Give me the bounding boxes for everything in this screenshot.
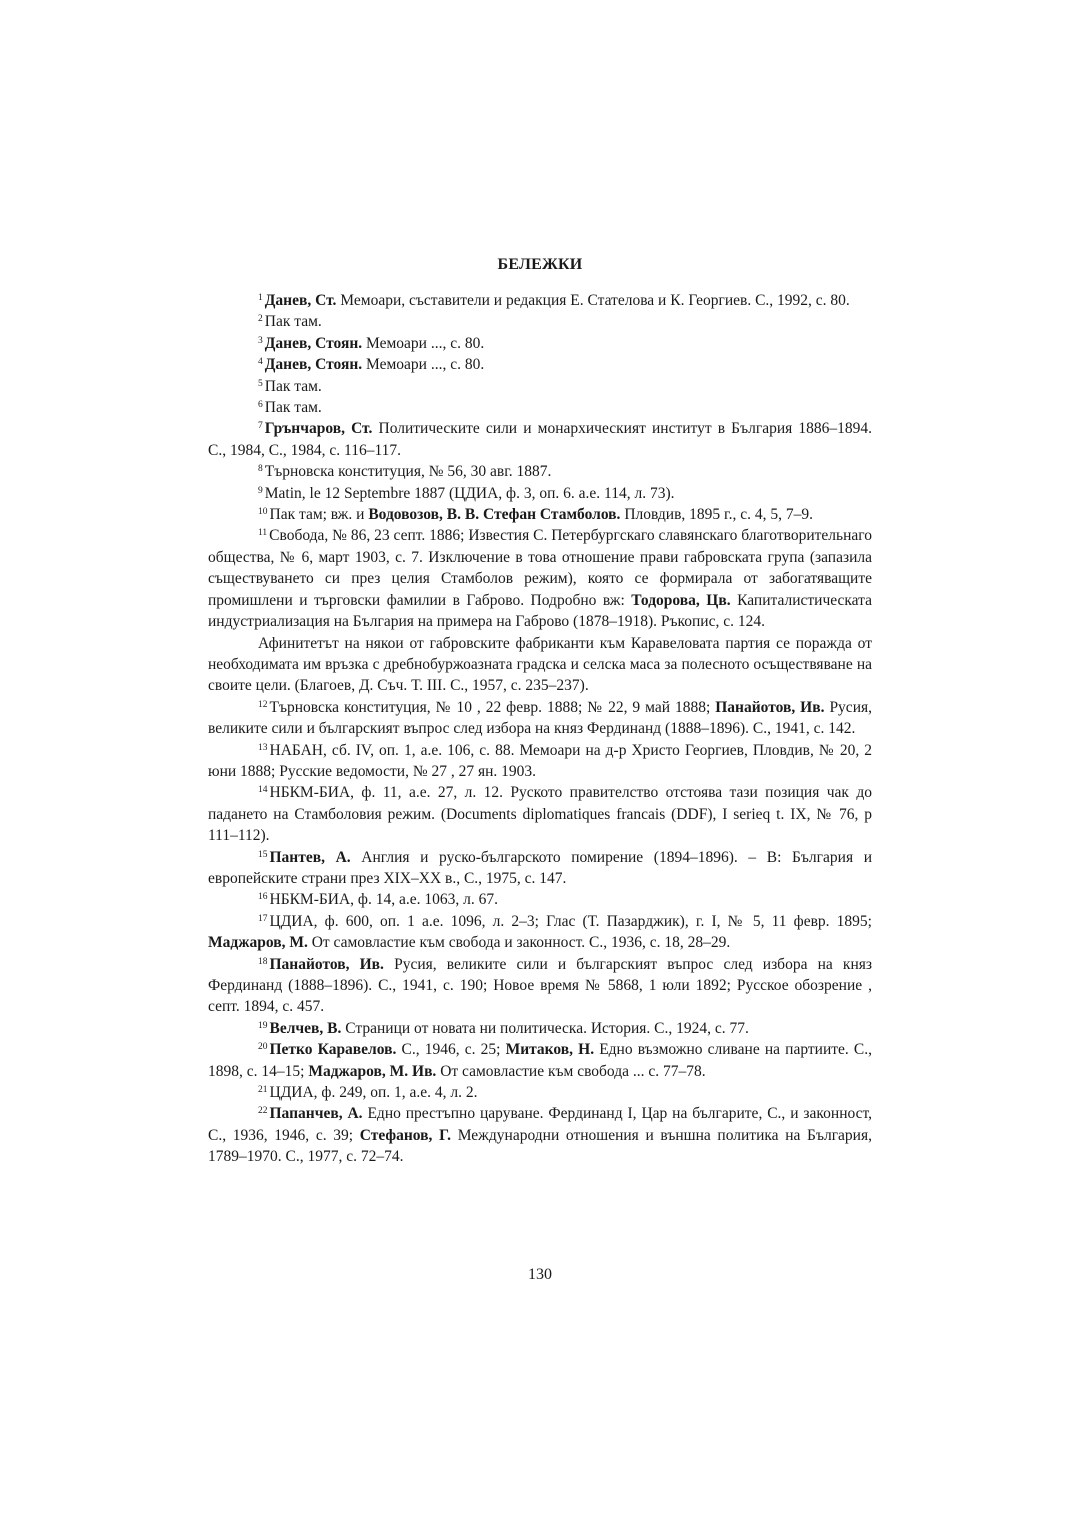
footnote-text: Капиталистическата индустриализация на България на примера на Габрово (1878–1918). Ръкопис, с. 124. [208,591,873,631]
footnote-text: Matin, le 12 Septembre 1887 (ЦДИА, ф. 3, оп. 6. а.е. 114, л. 73). [264,484,675,502]
footnote-number: 20 [258,1042,268,1053]
footnote-author: Данев, Ст. [264,292,337,309]
footnote-14 [208,782,872,846]
footnote-5 [208,376,872,397]
footnote-text: Международни отношения и външна политика на България, 1789–1970. С., 1977, с. 72–74. [208,1126,872,1166]
footnote-author: Данев, Стоян. [264,356,363,374]
footnote-text: Едно възможно сливане на партиите. С., 1898, с. 14–15; [208,1041,872,1080]
footnote-text: С., 1946, с. 25; [396,1041,506,1059]
footnote-4 [208,354,872,375]
footnote-author: Данев, Стоян. [264,334,363,352]
footnote-number: 3 [258,335,263,346]
notes-list [208,290,872,1168]
footnote-21 [208,1082,872,1103]
footnote-10 [208,504,872,525]
footnote-text: Мемоари ..., с. 80. [362,356,485,374]
footnote-12 [208,697,872,740]
footnote-number: 12 [258,699,268,710]
footnote-number: 2 [258,314,263,325]
footnote-author: Маджаров, М. Ив. [308,1062,437,1080]
footnote-22 [208,1103,872,1167]
footnote-text: Пак там. [264,377,322,395]
footnote-author: Пантев, А. [269,848,351,866]
footnote-text: Пловдив, 1895 г., с. 4, 5, 7–9. [620,506,814,524]
footnote-16 [208,889,872,910]
footnote-text: Пак там; вж. и [269,506,369,524]
footnote-number: 22 [258,1106,268,1117]
footnote-author: Грънчаров, Ст. [264,420,373,438]
footnote-author: Велчев, В. [269,1019,342,1037]
footnote-text: От самовластие към свобода ... с. 77–78. [436,1062,706,1080]
footnote-2 [208,311,872,332]
footnote-text: Пак там. [264,313,322,331]
footnote-text: НБКМ-БИА, ф. 11, а.е. 27, л. 12. Руското правителство отстоява тази позиция чак до падането на Стамболовия режим. (Documents diplomatiques francais (DDF), I serieq t. IX, № 76, р 111–112). [208,784,872,845]
footnote-text: От самовластие към свобода и законност. С., 1936, с. 18, 28–29. [307,934,731,952]
footnote-19 [208,1018,872,1039]
footnote-number: 14 [258,785,268,796]
footnote-author: Стефанов, Г. [359,1126,452,1144]
footnote-author: Папанчев, А. [269,1105,363,1123]
footnote-author: Петко Каравелов. [269,1041,397,1059]
footnote-3 [208,333,872,354]
footnote-number: 6 [258,400,263,411]
footnote-number: 21 [258,1085,268,1096]
footnote-13 [208,740,872,783]
footnote-number: 4 [258,357,263,368]
footnote-text: Страници от новата ни политическа. История. С., 1924, с. 77. [341,1019,749,1037]
footnote-15 [208,847,872,890]
page-number: 130 [528,1266,552,1283]
footnote-11 [208,525,872,632]
footnote-text: Свобода, № 86, 23 септ. 1886; Известия С. Петербургскаго славянскаго благотворительнаго общества, № 6, март 1903, с. 7. Изключение в това отношение прави габровската група (запазила съществуването си през целия Стамболов режим), която се формирала от забогатяващите промишлени и търговски фамилии в Габрово. Подробно вж: [208,527,872,609]
footnote-text: Мемоари ..., с. 80. [362,334,485,352]
footnote-text: Едно престъпно царуване. Фердинанд I, Цар на българите, С., и законност, С., 1936, 1946, с. 39; [208,1105,872,1144]
footnote-number: 10 [258,507,268,518]
footnote-number: 5 [258,378,263,389]
footnote-text: Русия, великите сили и българският въпрос след избора на княз Фердинанд (1888–1896). С., 1941, с. 190; Новое время № 5868, 1 юли 1892; Русское обозрение , септ. 1894, с. 457. [208,955,872,1016]
footnote-author: Панайотов, Ив. [715,698,825,716]
footnote-7 [208,418,872,461]
footnote-text: Пак там. [264,399,322,417]
footnote-number: 8 [258,464,263,475]
footnote-author: Митаков, Н. [505,1041,595,1059]
footnote-text: Русия, великите сили и българският въпрос след избора на княз Фердинанд (1888–1896). С., 1941, с. 142. [208,698,872,738]
footnote-17 [208,911,872,954]
footnote-1 [208,290,872,311]
footnote-text: НБКМ-БИА, ф. 14, а.е. 1063, л. 67. [269,891,498,909]
footnote-number: 1 [258,293,263,303]
footnote-9 [208,483,872,504]
footnote-number: 11 [258,528,268,539]
footnote-text: Търновска конституция, № 56, 30 авг. 1887. [264,463,552,481]
footnote-20 [208,1039,872,1082]
footnote-author: Тодорова, Цв. [631,591,731,609]
footnote-author: Панайотов, Ив. [269,955,384,973]
footnote-number: 7 [258,421,263,432]
footnote-text: Англия и руско-българското помирение (1894–1896). – В: България и европейските страни през XIX–XX в., С., 1975, с. 147. [208,848,872,887]
footnote-text: ЦДИА, ф. 249, оп. 1, а.е. 4, л. 2. [269,1084,478,1102]
footnote-text: ЦДИА, ф. 600, оп. 1 а.е. 1096, л. 2–3; Глас (Т. Пазарджик), г. I, № 5, 11 февр. 1895; [269,912,872,930]
footnote-number: 9 [258,485,263,496]
footnote-text: Мемоари, съставители и редакция Е. Стателова и К. Георгиев. С., 1992, с. 80. [336,292,850,309]
footnote-number: 18 [258,956,268,967]
footnote-number: 13 [258,742,268,753]
footnote-number: 15 [258,849,268,860]
paragraph-text: Афинитетът на някои от габровските фабриканти към Каравеловата партия се поражда от необходимата им връзка с дребнобуржоазната градска и селска маса за полесното осъществяване на своите цели. (Благоев, Д. Съч. Т. III. С., 1957, с. 235–237). [208,634,872,695]
footnote-number: 19 [258,1020,268,1031]
footnote-number: 16 [258,892,268,903]
footnote-text: НАБАН, сб. IV, оп. 1, а.е. 106, с. 88. Мемоари на д-р Христо Георгиев, Пловдив, № 20, 2 юни 1888; Русские ведомости, № 27 , 27 ян. 1903. [208,741,872,780]
footnote-18 [208,954,872,1018]
footnote-11-continuation [208,633,872,697]
page-title: БЕЛЕЖКИ [497,256,583,273]
footnote-author: Маджаров, М. [208,934,308,952]
footnote-8 [208,461,872,482]
footnote-author: Водовозов, В. В. Стефан Стамболов. [368,506,621,524]
footnote-number: 17 [258,913,268,924]
footnote-6 [208,397,872,418]
footnote-text: Търновска конституция, № 10 , 22 февр. 1888; № 22, 9 май 1888; [269,698,716,716]
footnote-text: Политическите сили и монархическият институт в България 1886–1894. С., 1984, С., 1984, с. 116–117. [208,420,872,459]
